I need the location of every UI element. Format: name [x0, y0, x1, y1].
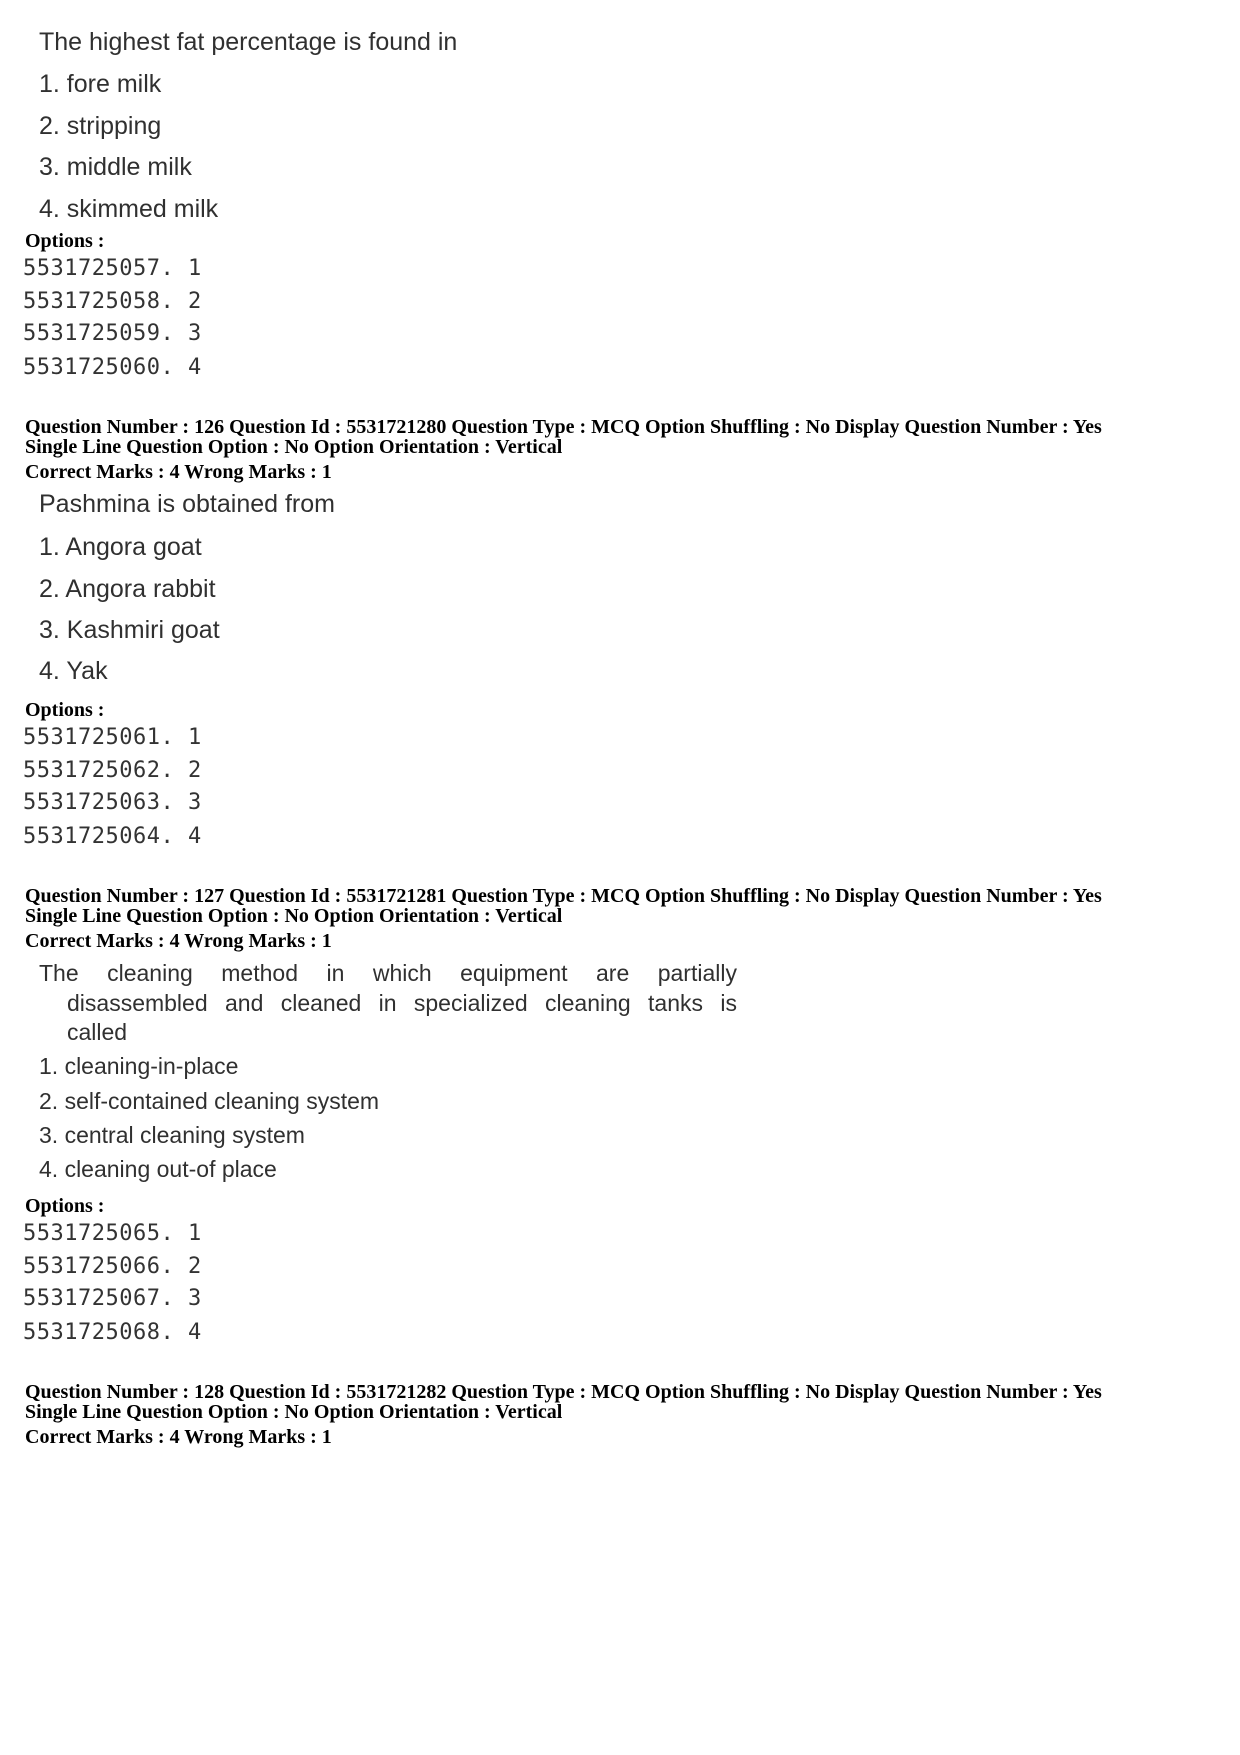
question-marks: Correct Marks : 4 Wrong Marks : 1: [25, 930, 332, 952]
question-marks: Correct Marks : 4 Wrong Marks : 1: [25, 1426, 332, 1448]
options-label: Options :: [25, 230, 105, 252]
option-id: 5531725064. 4: [23, 824, 202, 849]
option-id: 5531725061. 1: [23, 725, 202, 750]
stem-word: in: [326, 960, 345, 986]
question-stem-line1: [39, 960, 737, 987]
options-label: Options :: [25, 699, 105, 721]
stem-word: disassembled: [67, 990, 208, 1016]
question-meta-line1: Question Number : 127 Question Id : 5531721281 Question Type : MCQ Option Shuffling : No Display Question Number : Yes: [25, 885, 1102, 907]
question-stem: The highest fat percentage is found in: [39, 28, 458, 56]
question-stem: Pashmina is obtained from: [39, 490, 335, 518]
choice-1: 1. cleaning-in-place: [39, 1053, 239, 1079]
choice-4: 4. Yak: [39, 657, 108, 685]
stem-word: The: [39, 960, 79, 986]
stem-word: specialized: [413, 990, 528, 1016]
stem-word: which: [372, 960, 432, 986]
choice-1: 1. Angora goat: [39, 533, 202, 561]
stem-word: in: [378, 990, 397, 1016]
question-meta-line2: Single Line Question Option : No Option Orientation : Vertical: [25, 905, 563, 927]
question-meta-line2: Single Line Question Option : No Option Orientation : Vertical: [25, 1401, 563, 1423]
stem-word: cleaning: [545, 990, 631, 1016]
stem-word: cleaning: [107, 960, 193, 986]
options-label: Options :: [25, 1195, 105, 1217]
option-id: 5531725067. 3: [23, 1286, 202, 1311]
choice-3: 3. central cleaning system: [39, 1122, 305, 1148]
option-id: 5531725062. 2: [23, 758, 202, 783]
choice-2: 2. stripping: [39, 112, 162, 140]
option-id: 5531725068. 4: [23, 1320, 202, 1345]
stem-word: tanks: [648, 990, 704, 1016]
option-id: 5531725060. 4: [23, 355, 202, 380]
choice-1: 1. fore milk: [39, 70, 162, 98]
stem-word: and: [224, 990, 264, 1016]
question-meta-line1: Question Number : 126 Question Id : 5531721280 Question Type : MCQ Option Shuffling : No Display Question Number : Yes: [25, 416, 1102, 438]
stem-word: method: [221, 960, 298, 986]
option-id: 5531725059. 3: [23, 321, 202, 346]
choice-2: 2. self-contained cleaning system: [39, 1088, 380, 1114]
stem-word: cleaned: [280, 990, 362, 1016]
choice-2: 2. Angora rabbit: [39, 575, 216, 603]
choice-4: 4. skimmed milk: [39, 195, 219, 223]
option-id: 5531725063. 3: [23, 790, 202, 815]
question-meta-line1: Question Number : 128 Question Id : 5531721282 Question Type : MCQ Option Shuffling : No Display Question Number : Yes: [25, 1381, 1102, 1403]
choice-3: 3. Kashmiri goat: [39, 616, 220, 644]
question-meta-line2: Single Line Question Option : No Option Orientation : Vertical: [25, 436, 563, 458]
choice-4: 4. cleaning out-of place: [39, 1156, 277, 1182]
stem-word: are: [596, 960, 630, 986]
choice-3: 3. middle milk: [39, 153, 192, 181]
option-id: 5531725058. 2: [23, 289, 202, 314]
option-id: 5531725057. 1: [23, 256, 202, 281]
stem-word: is: [720, 990, 737, 1016]
question-stem-line3: called: [67, 1019, 128, 1045]
question-marks: Correct Marks : 4 Wrong Marks : 1: [25, 461, 332, 483]
option-id: 5531725065. 1: [23, 1221, 202, 1246]
question-stem-line2: [67, 990, 737, 1017]
option-id: 5531725066. 2: [23, 1254, 202, 1279]
stem-word: equipment: [460, 960, 568, 986]
stem-word: partially: [657, 960, 737, 986]
